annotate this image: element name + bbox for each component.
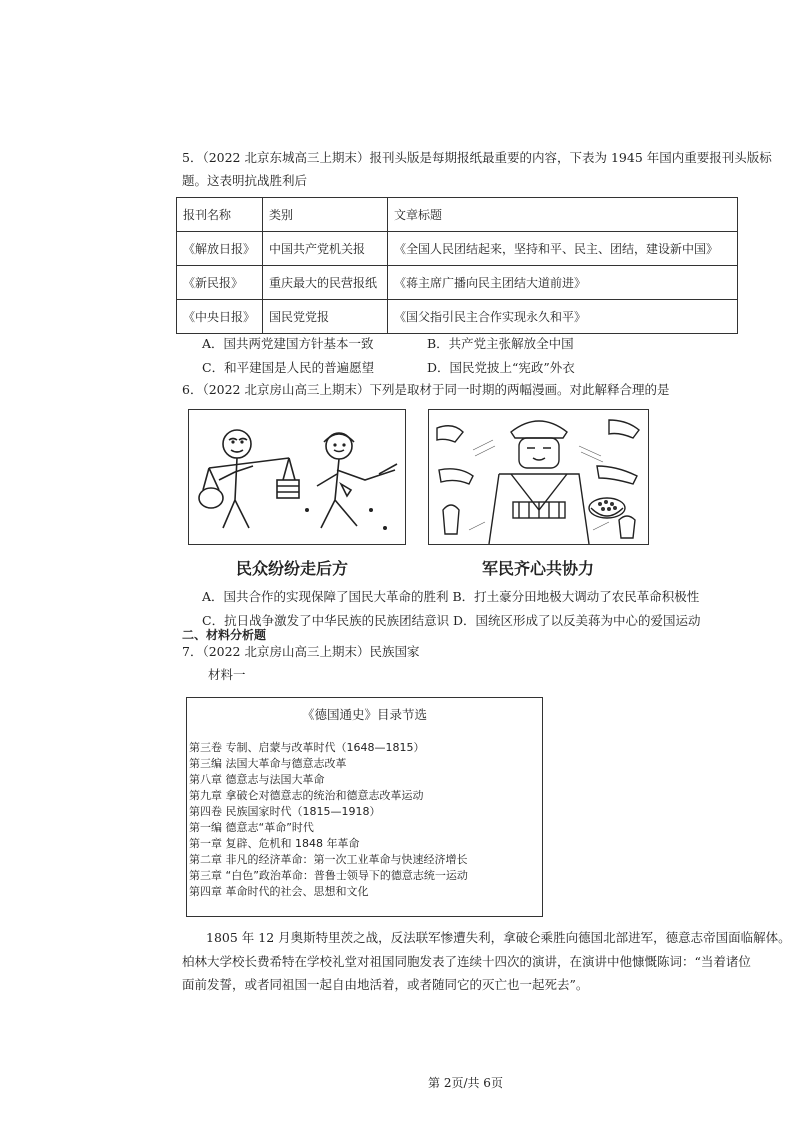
toc-line: 第三卷 专制、启蒙与改革时代（1648—1815） <box>189 741 425 754</box>
table-cell: 《蒋主席广播向民主团结大道前进》 <box>388 266 738 300</box>
table-row <box>177 300 738 334</box>
toc-line: 第一编 德意志“革命”时代 <box>189 821 314 834</box>
q6-options-cd: C．抗日战争激发了中华民族的民族团结意识 D．国统区形成了以反美蒋为中心的爱国运动 <box>202 613 701 628</box>
toc-line: 第三编 法国大革命与德意志改革 <box>189 757 347 770</box>
q5-option-b: B．共产党主张解放全中国 <box>427 336 574 351</box>
q6-stem: 6．（2022 北京房山高三上期末）下列是取材于同一时期的两幅漫画。对此解释合理的是 <box>182 382 670 397</box>
q7-stem: 7．（2022 北京房山高三上期末）民族国家 <box>182 644 420 659</box>
material-label: 材料一 <box>208 667 246 682</box>
material-paragraph-line2: 柏林大学校长费希特在学校礼堂对祖国同胞发表了连续十四次的演讲，在演讲中他慷慨陈词：“当着诸位 <box>182 954 751 969</box>
toc-line: 第四章 革命时代的社会、思想和文化 <box>189 885 369 898</box>
table-header-cell: 文章标题 <box>388 198 738 232</box>
toc-line: 第三章 “白色”政治革命：普鲁士领导下的德意志统一运动 <box>189 869 468 882</box>
toc-line: 第八章 德意志与法国大革命 <box>189 773 325 786</box>
q5-option-c: C．和平建国是人民的普遍愿望 <box>202 360 375 375</box>
material-paragraph-line3: 面前发誓，或者同祖国一起自由地活着，或者随同它的灭亡也一起死去”。 <box>182 977 589 992</box>
table-header-cell: 报刊名称 <box>177 198 263 232</box>
table-cell: 《全国人民团结起来，坚持和平、民主、团结，建设新中国》 <box>388 232 738 266</box>
page-footer: 第 2页/共 6页 <box>428 1076 503 1090</box>
material-paragraph-line1: 1805 年 12 月奥斯特里茨之战，反法联军惨遭失利，拿破仑乘胜向德国北部进军，德意志帝国面临解体。 <box>206 930 791 945</box>
toc-line: 第九章 拿破仑对德意志的统治和德意志改革运动 <box>189 789 424 802</box>
q5-stem-line2: 题。这表明抗战胜利后 <box>182 173 308 188</box>
cartoon-right-caption: 军民齐心共协力 <box>482 559 595 578</box>
table-cell: 《国父指引民主合作实现永久和平》 <box>388 300 738 334</box>
section-heading: 二、材料分析题 <box>182 628 267 642</box>
cartoon-right-image <box>428 409 649 545</box>
table-row <box>177 232 738 266</box>
cartoon-refugees-drawing <box>189 410 405 544</box>
toc-line: 第一章 复辟、危机和 1848 年革命 <box>189 837 360 850</box>
q6-options-ab: A．国共合作的实现保障了国民大革命的胜利 B．打土豪分田地极大调动了农民革命积极性 <box>202 589 700 604</box>
toc-image <box>186 697 543 917</box>
table-cell: 重庆最大的民营报纸 <box>263 266 388 300</box>
table-cell: 《新民报》 <box>177 266 263 300</box>
table-row <box>177 266 738 300</box>
toc-line: 第四卷 民族国家时代（1815—1918） <box>189 805 381 818</box>
cartoon-left-image <box>188 409 406 545</box>
table-cell: 《中央日报》 <box>177 300 263 334</box>
q5-stem-line1: 5．（2022 北京东城高三上期末）报刊头版是每期报纸最重要的内容，下表为 1945 年国内重要报刊头版标 <box>182 150 772 165</box>
table-header-row <box>177 198 738 232</box>
newspaper-table <box>176 197 738 334</box>
cartoon-soldier-drawing <box>429 410 648 544</box>
table-cell: 中国共产党机关报 <box>263 232 388 266</box>
toc-title: 《德国通史》目录节选 <box>301 707 427 722</box>
cartoon-left-caption: 民众纷纷走后方 <box>236 559 349 578</box>
q5-option-a: A．国共两党建国方针基本一致 <box>202 336 374 351</box>
table-cell: 《解放日报》 <box>177 232 263 266</box>
table-header-cell: 类别 <box>263 198 388 232</box>
table-cell: 国民党党报 <box>263 300 388 334</box>
q5-option-d: D．国民党披上“宪政”外衣 <box>427 360 575 375</box>
toc-line: 第二章 非凡的经济革命：第一次工业革命与快速经济增长 <box>189 853 468 866</box>
